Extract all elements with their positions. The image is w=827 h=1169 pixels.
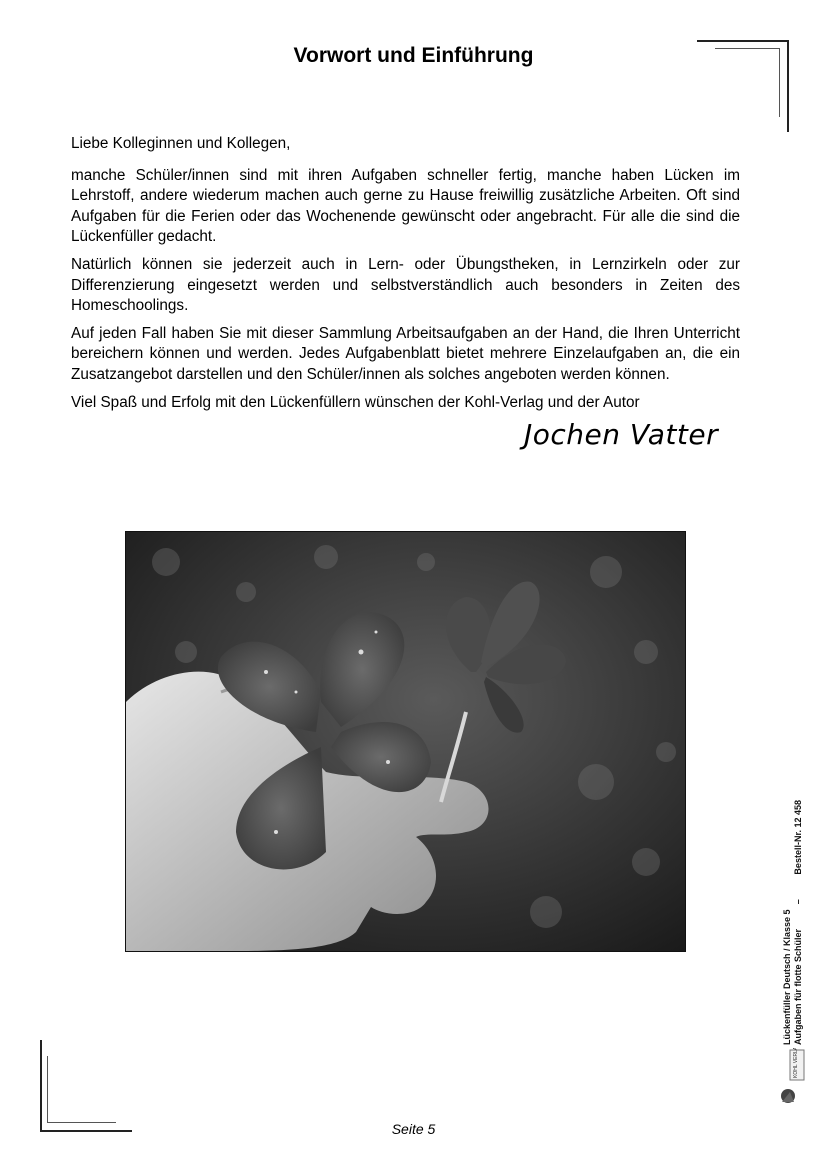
sidebar-separator: – bbox=[793, 899, 803, 905]
series-subtitle: Aufgaben für flotte Schüler bbox=[793, 928, 803, 1045]
sidebar-publication-info bbox=[782, 800, 804, 1045]
page-title: Vorwort und Einführung bbox=[293, 44, 534, 67]
closing-line: Viel Spaß und Erfolg mit den Lückenfüllern wünschen der Kohl-Verlag und der Autor bbox=[71, 393, 640, 411]
series-title: Lückenfüller Deutsch / Klasse 5 bbox=[782, 909, 792, 1045]
corner-ornament-bottom-left-inner bbox=[47, 1056, 116, 1123]
kohl-verlag-logo bbox=[778, 1048, 808, 1106]
clover-photo bbox=[125, 531, 686, 952]
sidebar-line-2 bbox=[793, 800, 804, 1045]
author-signature: Jochen Vatter bbox=[524, 418, 719, 451]
paragraph-1: manche Schüler/innen sind mit ihren Aufgaben schneller fertig, manche haben Lücken im Lehrstoff, andere wiederum machen auch gerne zu Hause freiwillig zusätzliche Arbeiten. Oft sind Aufgaben für die Ferien oder das Wochenende gewünscht oder angebracht. Für alle die sind die Lückenfüller gedacht. bbox=[71, 166, 740, 246]
sidebar-line-1 bbox=[782, 800, 793, 1045]
page-number: Seite 5 bbox=[391, 1121, 436, 1137]
paragraph-2: Natürlich können sie jederzeit auch in Lern- oder Übungstheken, in Lernzirkeln oder zur Differenzierung eingesetzt werden und selbstverständlich auch besonders in Zeiten des Homeschoolings. bbox=[71, 255, 740, 315]
body-text bbox=[71, 134, 740, 420]
publisher-logo-icon bbox=[778, 1048, 808, 1106]
paragraph-3: Auf jeden Fall haben Sie mit dieser Sammlung Arbeitsaufgaben an der Hand, die Ihren Unterricht bereichern können und werden. Jedes Aufgabenblatt bietet mehrere Einzelaufgaben an, die ein Zusatzangebot darstellen und den Schüler/innen als solches angeboten werden können. bbox=[71, 324, 740, 383]
clover-photo-icon bbox=[126, 532, 685, 951]
greeting: Liebe Kolleginnen und Kollegen, bbox=[71, 135, 291, 152]
svg-text:KOHL VERLAG: KOHL VERLAG bbox=[793, 1048, 799, 1078]
order-number: Bestell-Nr. 12 458 bbox=[793, 800, 803, 875]
